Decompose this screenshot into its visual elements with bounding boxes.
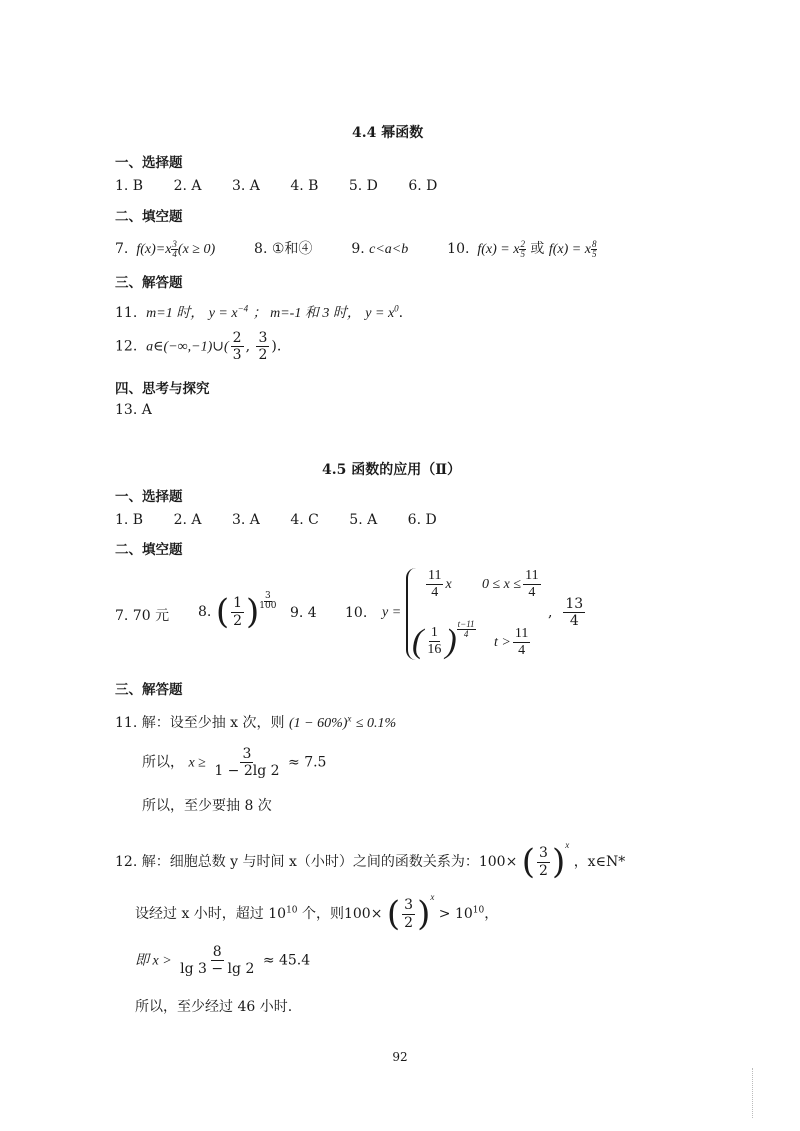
piece-1-condition: 0 ≤ x ≤ $\frac{11}{4}$ — [482, 568, 539, 601]
q12-exp: 10 — [472, 905, 485, 916]
q7-formula: f(x)=x $\frac{3}{4}$ (x ≥ 0) — [132, 239, 216, 260]
q11-part: . — [398, 305, 404, 321]
heading-fill: 二、填空题 — [115, 209, 183, 225]
fraction: $\frac{1}{2}$ — [233, 595, 242, 629]
fraction: $\frac{2}{3}$ — [232, 330, 242, 364]
heading-choice: 一、选择题 — [115, 155, 183, 171]
q11-approx: ≈ 7.5 — [288, 754, 327, 771]
q11-expr: x ≥ — [188, 755, 206, 771]
q12-exp: 10 — [286, 905, 298, 916]
answer: 4. C — [290, 512, 319, 528]
q10-number: 10. — [345, 605, 368, 621]
q11-part: ； m=-1 和 3 时， — [252, 306, 361, 321]
q8-answer: ①和④ — [271, 241, 313, 257]
q8-number: 8. — [254, 241, 268, 257]
heading-explore: 四、思考与探究 — [115, 381, 210, 397]
answer: 5. A — [349, 512, 378, 528]
q11-exp: 0 — [394, 303, 399, 314]
q9-number: 9. — [351, 241, 365, 257]
q12-text: > 10 — [438, 906, 473, 922]
q11-part: m=1 时， — [146, 306, 205, 321]
q11-part: y = x — [208, 306, 238, 321]
piece-2-condition: t > $\frac{11}{4}$ — [494, 626, 529, 659]
fill-answers — [115, 238, 597, 259]
answer: 5. D — [348, 178, 378, 194]
q11-line — [115, 302, 403, 322]
q12-line: 12. a∈(−∞,−1)∪( $\frac{2}{3}$ , $\frac{3}{2}$ ). — [115, 330, 282, 364]
q7-number: 7. — [115, 241, 129, 257]
q11-text: 所以， — [142, 754, 184, 771]
q12-text: 12. 解：细胞总数 y 与时间 x（小时）之间的函数关系为：100× — [115, 854, 518, 870]
q11-line-3: 所以，至少要抽 8 次 — [142, 798, 272, 814]
answer: 6. D — [408, 178, 438, 194]
q12-text: ， — [484, 906, 499, 922]
q9-answer: c<a<b — [369, 242, 409, 257]
numerator: 8 — [212, 944, 222, 960]
q13-answer: 13. A — [115, 402, 152, 418]
section-title-4-5: 4.5 函数的应用（Ⅱ） — [322, 462, 462, 478]
q7-answer: 7. 70 元 — [115, 608, 170, 624]
page-number: 92 — [392, 1050, 408, 1064]
denominator: 1 − 2lg 2 — [214, 763, 280, 780]
q11-exp: −4 — [237, 303, 249, 314]
answer: 1. B — [115, 512, 144, 528]
heading-solve: 三、解答题 — [115, 682, 183, 698]
fraction: $\frac{3}{2}$ — [258, 330, 268, 364]
q8-number: 8. — [198, 604, 212, 620]
answer: 1. B — [115, 178, 144, 194]
q10-second-answer: , $\frac{13}{4}$ — [548, 596, 584, 630]
q12-line-3 — [135, 944, 310, 977]
q11-expr: (1 − 60%) — [288, 716, 348, 731]
q8-answer: 8. ( $\frac{1}{2}$ ) $\frac{3}{100}$ — [198, 591, 277, 632]
q9-answer: 9. 4 — [290, 605, 317, 621]
choice-answers — [115, 512, 463, 528]
denominator: lg 3 − lg 2 — [180, 961, 255, 978]
q10-formula-b: f(x) = x $\frac{8}{5}$ — [548, 239, 597, 260]
q12-line-2: 设经过 x 小时，超过 $10^{10}$ 个，则100× ( $\frac{3}{2}$ )$^x > 10^{10}$， — [135, 892, 499, 934]
q10-number: 10. — [447, 241, 470, 257]
q12-line-4: 所以，至少经过 46 小时. — [135, 999, 293, 1015]
q11-line-1: 11. 解：设至少抽 x 次，则 $(1 - 60\%)^x \le 0.1\%$ — [115, 713, 397, 731]
q12-line-1: 12. 解：细胞总数 y 与时间 x（小时）之间的函数关系为：100× ( $\frac{3}{2}$ )$^x$ ，x∈N* — [115, 840, 626, 882]
answer: 3. A — [231, 512, 260, 528]
q12-text: 个，则100× — [301, 906, 383, 922]
q12-answer: a∈(−∞,−1)∪( — [146, 339, 229, 355]
q12-number: 12. — [115, 338, 138, 355]
q10-formula-a: f(x) = x $\frac{2}{5}$ — [473, 239, 525, 260]
q10-lhs: y = — [382, 605, 402, 620]
q11-expr: ≤ 0.1% — [355, 716, 397, 731]
numerator: 3 — [242, 746, 252, 762]
q11-part: y = x — [365, 306, 395, 321]
heading-choice: 一、选择题 — [115, 489, 183, 505]
condition-text: 0 ≤ x ≤ — [482, 576, 522, 592]
q12-approx: ≈ 45.4 — [262, 952, 311, 969]
answer: 6. D — [407, 512, 437, 528]
q11-line-2 — [142, 746, 326, 779]
scan-artifact — [752, 1068, 754, 1118]
heading-solve: 三、解答题 — [115, 275, 183, 291]
answer: 2. A — [173, 178, 202, 194]
q12-text: 设经过 x 小时，超过 10 — [135, 906, 287, 922]
piece-2: ( $\frac{1}{16}$ ) $\frac{t-11}{4}$ — [412, 619, 475, 660]
answer: 2. A — [173, 512, 202, 528]
q10-or: 或 — [530, 241, 545, 257]
piece-1: $\frac{11}{4}$ x — [428, 568, 452, 601]
answer: 4. B — [290, 178, 319, 194]
answer: 3. A — [231, 178, 260, 194]
condition-text: t > — [494, 634, 511, 650]
choice-answers — [115, 178, 463, 194]
q11-number: 11. — [115, 305, 138, 321]
section-title-4-4: 4.4 幂函数 — [352, 125, 424, 141]
q12-text: ，x∈N* — [573, 854, 626, 870]
q12-expr: 即 x > — [135, 953, 172, 969]
q11-text: 11. 解：设至少抽 x 次，则 — [115, 715, 285, 731]
heading-fill: 二、填空题 — [115, 542, 183, 558]
